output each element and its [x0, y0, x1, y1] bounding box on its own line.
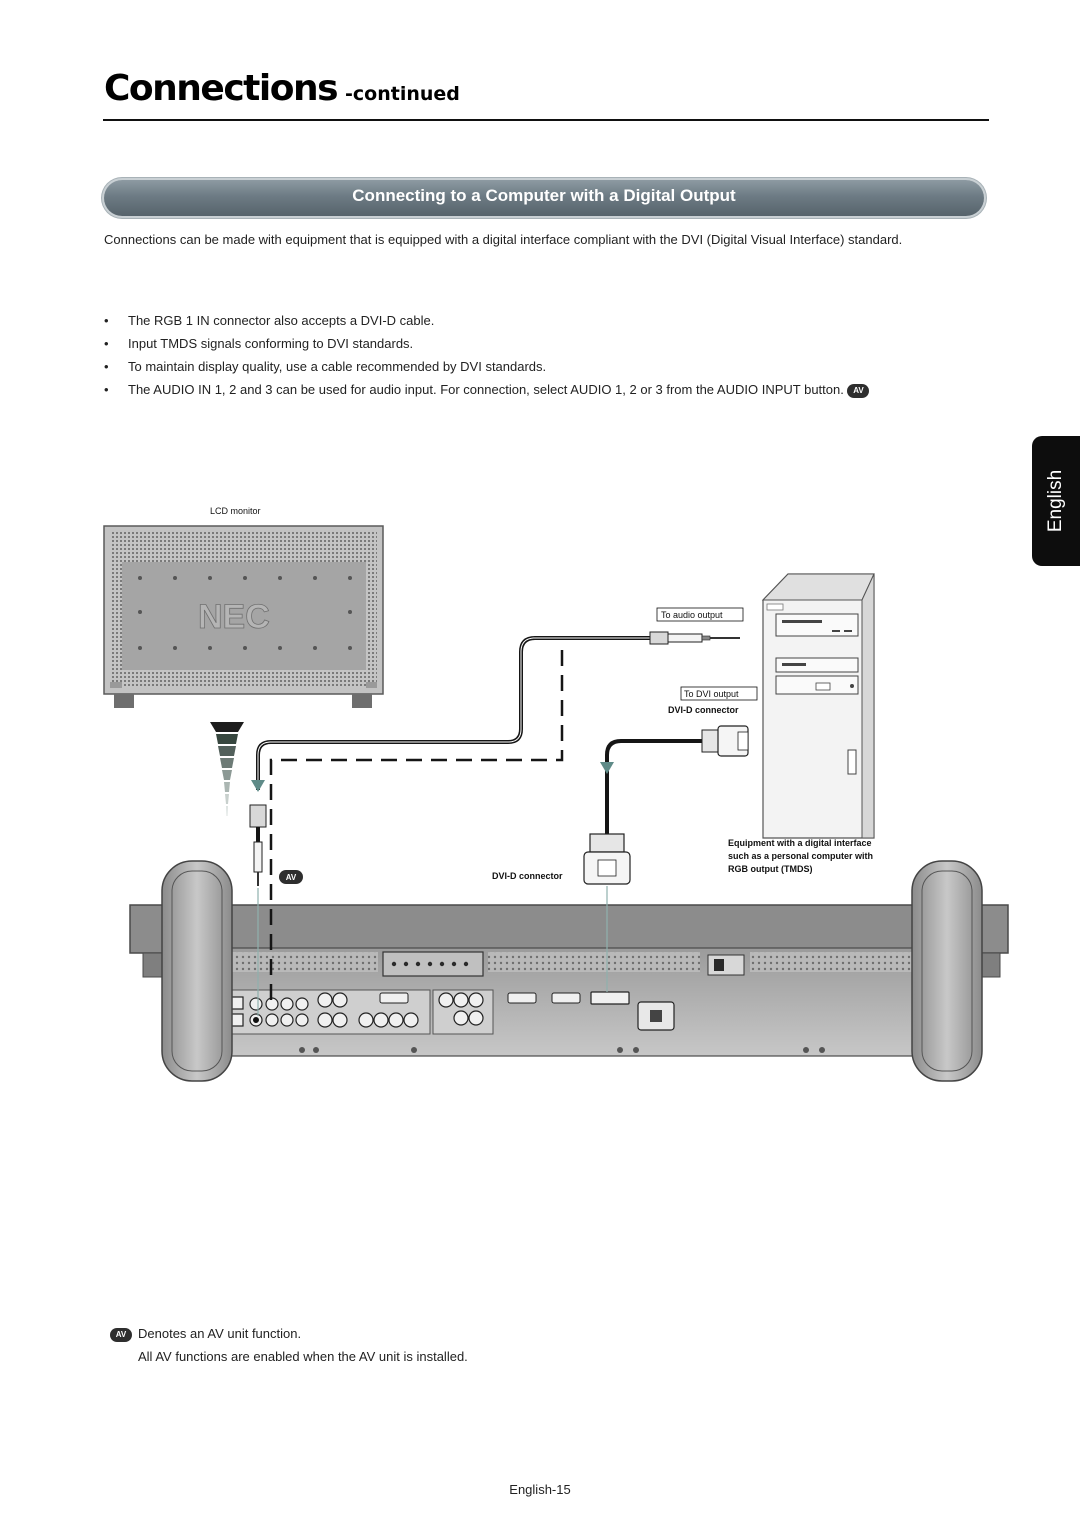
- bullet-dot: •: [104, 382, 109, 397]
- av-icon-text: AV: [285, 873, 297, 882]
- bullet-dot: •: [104, 359, 109, 374]
- dvi-d-connector-monitor-label: DVI-D connector: [492, 871, 563, 881]
- lcd-monitor-label: LCD monitor: [210, 506, 261, 516]
- zoom-indicator: [210, 722, 244, 816]
- footnote-av-function: [110, 1326, 301, 1342]
- to-dvi-output-label: To DVI output: [684, 689, 739, 699]
- to-audio-output-label: To audio output: [661, 610, 723, 620]
- intro-paragraph: Connections can be made with equipment that is equipped with a digital interface compliant with the DVI (Digital Visual Interface) standard.: [104, 232, 903, 247]
- equipment-label-line2: such as a personal computer with: [728, 851, 874, 861]
- direction-arrows: [251, 762, 614, 792]
- av-icon: AV: [847, 384, 869, 398]
- equipment-label-line3: RGB output (TMDS): [728, 864, 813, 874]
- monitor-rear-panel: [130, 905, 1008, 1056]
- bullet-text: To maintain display quality, use a cable recommended by DVI standards.: [128, 359, 547, 374]
- av-icon: [279, 870, 303, 884]
- footnote-av-unit: All AV functions are enabled when the AV unit is installed.: [138, 1349, 468, 1364]
- title-main: Connections: [104, 68, 338, 109]
- section-heading: Connecting to a Computer with a Digital Output: [352, 186, 736, 205]
- bullet-dot: •: [104, 336, 109, 351]
- language-tab-label: English: [1045, 469, 1066, 533]
- bullet-text: The RGB 1 IN connector also accepts a DVI-D cable.: [128, 313, 435, 328]
- nec-logo: NEC: [198, 598, 270, 636]
- title-suffix: -continued: [345, 83, 460, 105]
- footnote-line1: Denotes an AV unit function.: [138, 1326, 302, 1341]
- bullet-dot: •: [104, 313, 109, 328]
- page-number: English-15: [509, 1482, 571, 1497]
- av-icon: AV: [110, 1328, 132, 1342]
- lcd-monitor-illustration: [104, 506, 383, 708]
- computer-tower-illustration: [763, 574, 874, 838]
- dvi-d-connector-pc-label: DVI-D connector: [668, 705, 739, 715]
- equipment-label-line1: Equipment with a digital interface: [728, 838, 872, 848]
- bullet-text: Input TMDS signals conforming to DVI standards.: [128, 336, 414, 351]
- bullet-text: The AUDIO IN 1, 2 and 3 can be used for audio input. For connection, select AUDIO 1, 2 or 3 from the AUDIO INPUT button.: [128, 382, 844, 397]
